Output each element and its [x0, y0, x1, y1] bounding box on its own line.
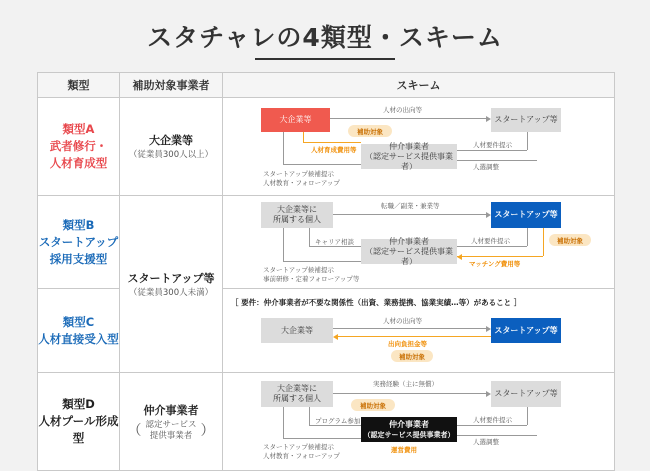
scheme-d-cost-label: 運営費用 [391, 446, 417, 454]
header-operator: 補助対象事業者 [120, 73, 223, 98]
title-underline [255, 58, 395, 60]
scheme-b-arrowhead-top [486, 212, 491, 218]
scheme-b-career-line [309, 246, 361, 247]
operator-d-paren-open: （ [127, 422, 142, 439]
scheme-d-startup-box: スタートアップ等 [491, 381, 561, 407]
scheme-d-arrow-top [333, 393, 486, 394]
operator-a-sub: （従業員300人以上） [128, 150, 214, 160]
operator-bc-sub: （従業員300人未満） [128, 287, 214, 298]
scheme-c-orange-line [338, 336, 491, 337]
scheme-b-broker-sub: （認定サービス提供事業者） [365, 246, 453, 266]
scheme-d-broker-sub: （認定サービス提供事業者） [363, 430, 455, 439]
header-type: 類型 [38, 73, 120, 98]
scheme-d-label-req: 人材要件提示 [473, 416, 512, 424]
scheme-b-career-vertical [309, 228, 310, 246]
scheme-a-broker-box [361, 141, 457, 171]
scheme-c-cell [223, 289, 615, 373]
type-a-desc2: 人材育成型 [49, 156, 108, 170]
type-b-desc2: 採用支援型 [49, 251, 108, 266]
scheme-b-orange-vertical [543, 228, 544, 256]
scheme-d-req-line [457, 425, 527, 426]
scheme-c-arrowhead-top [486, 326, 491, 332]
scheme-d-adj-line [457, 435, 537, 436]
type-b-cell [38, 196, 120, 289]
scheme-c-requirement: ［ 要件：仲介事業者が不要な関係性（出資、業務提携、協業実績…等）があること ］ [231, 298, 522, 307]
operator-bc-cell [120, 196, 223, 373]
scheme-b-broker-box [361, 236, 457, 266]
scheme-c-arrow-top [333, 328, 486, 329]
scheme-b-orange-line [457, 256, 543, 257]
scheme-b [223, 196, 614, 288]
scheme-b-label-bottom1: スタートアップ候補提示 [263, 266, 334, 274]
scheme-c-orange-arrowhead [333, 334, 338, 340]
scheme-a-big-company-box: 大企業等 [261, 108, 330, 132]
scheme-a-orange-line [303, 142, 361, 143]
scheme-d-program-vertical [309, 407, 310, 425]
operator-d-sub-wrap [120, 418, 222, 442]
scheme-a-startup-box: スタートアップ等 [491, 108, 561, 132]
scheme-a-arrowhead-top [486, 116, 491, 122]
type-a-label: 類型A [62, 122, 95, 136]
scheme-a-orange-vertical [303, 132, 304, 142]
scheme-d-req-vertical [527, 407, 528, 425]
scheme-b-cell [223, 196, 615, 289]
scheme-b-label-career: キャリア相談 [315, 238, 354, 246]
scheme-d-left-vertical [283, 407, 284, 438]
type-c-cell [38, 289, 120, 373]
scheme-a-subsidy-pill: 補助対象 [348, 125, 392, 137]
scheme-b-label-req: 人材要件提示 [471, 237, 510, 245]
operator-d-sub1: 認定サービス [145, 419, 197, 430]
scheme-d [223, 373, 614, 470]
scheme-c-startup-box: スタートアップ等 [491, 318, 561, 343]
scheme-a-label-bottom1: スタートアップ候補提示 [263, 170, 334, 178]
scheme-c-big-company-box: 大企業等 [261, 318, 333, 343]
scheme-b-individual-line2: 所属する個人 [273, 215, 321, 224]
scheme-d-arrowhead-top [486, 391, 491, 397]
scheme-b-subsidy-pill: 補助対象 [549, 234, 591, 246]
type-c-label: 類型C [62, 314, 95, 329]
type-a-cell [38, 98, 120, 196]
scheme-d-broker-box [361, 417, 457, 442]
scheme-table [37, 72, 615, 471]
scheme-a-cell [223, 98, 615, 196]
operator-d-cell [120, 373, 223, 471]
operator-a: 大企業等 [149, 134, 193, 147]
scheme-a-label-req: 人材要件提示 [473, 141, 512, 149]
scheme-b-individual-box [261, 202, 333, 228]
scheme-d-left-line [283, 438, 361, 439]
operator-d-paren-close: ） [200, 422, 215, 439]
scheme-d-individual-line2: 所属する個人 [273, 394, 321, 403]
scheme-a-broker-name: 仲介事業者 [389, 141, 429, 151]
scheme-b-req-line [457, 246, 527, 247]
scheme-c [223, 289, 614, 372]
scheme-d-program-line [309, 425, 361, 426]
scheme-a-label-adj: 人選調整 [473, 163, 499, 171]
type-d-label: 類型D [62, 397, 95, 411]
scheme-b-cost-label: マッチング費用等 [469, 260, 521, 268]
scheme-a-arrow-top [330, 118, 486, 119]
scheme-a-broker-sub: （認定サービス提供事業者） [365, 151, 453, 171]
scheme-d-label-top: 実務経験（主に無償） [373, 380, 438, 388]
scheme-d-individual-box [261, 381, 333, 407]
header-scheme: スキーム [223, 73, 615, 98]
scheme-c-label-top: 人材の出向等 [383, 317, 422, 325]
scheme-b-left-line [283, 261, 361, 262]
scheme-d-individual-line1: 大企業等に [277, 384, 317, 393]
scheme-b-label-top: 転職／副業・兼業等 [381, 202, 440, 210]
scheme-b-orange-arrowhead [457, 254, 462, 260]
scheme-a-adj-line [457, 160, 537, 161]
scheme-b-arrow-top [333, 214, 486, 215]
operator-a-cell [120, 98, 223, 196]
type-d-cell [38, 373, 120, 471]
type-b-label: 類型B [62, 217, 95, 232]
operator-d: 仲介事業者 [143, 403, 199, 417]
scheme-a-label-bottom2: 人材教育・フォローアップ [263, 179, 340, 187]
scheme-d-label-bottom1: スタートアップ候補提示 [263, 443, 334, 451]
scheme-d-broker-name: 仲介事業者 [389, 419, 429, 429]
scheme-a-label-top: 人材の出向等 [383, 106, 422, 114]
operator-d-sub2: 提供事業者 [149, 430, 193, 441]
scheme-c-cost-label: 出向負担金等 [388, 340, 427, 348]
scheme-a-left-vertical [283, 132, 284, 164]
scheme-a-left-line [283, 164, 361, 165]
scheme-a [223, 98, 614, 195]
scheme-b-left-vertical [283, 228, 284, 261]
scheme-b-startup-box: スタートアップ等 [491, 202, 561, 228]
type-b-desc1: スタートアップ [38, 234, 119, 249]
scheme-a-req-line [457, 150, 527, 151]
scheme-b-req-vertical [527, 228, 528, 246]
scheme-b-broker-name: 仲介事業者 [389, 236, 429, 246]
scheme-d-label-adj: 人選調整 [473, 438, 499, 446]
scheme-a-req-vertical [527, 132, 528, 150]
scheme-d-cell [223, 373, 615, 471]
scheme-b-individual-line1: 大企業等に [277, 205, 317, 214]
page-title: スタチャレの4類型・スキーム [147, 23, 503, 52]
scheme-c-subsidy-pill: 補助対象 [391, 350, 433, 362]
scheme-b-label-bottom2: 事前研修・定着フォローアップ等 [263, 275, 360, 283]
scheme-d-label-bottom2: 人材教育・フォローアップ [263, 452, 340, 460]
type-c-desc1: 人材直接受入型 [38, 331, 119, 346]
type-d-desc1: 人材プール形成型 [38, 414, 119, 445]
scheme-d-subsidy-pill: 補助対象 [351, 399, 395, 411]
scheme-d-label-program: プログラム参加 [315, 417, 361, 425]
operator-bc: スタートアップ等 [127, 271, 215, 285]
scheme-a-cost-label: 人材育成費用等 [311, 146, 357, 154]
type-a-desc1: 武者修行・ [49, 139, 108, 153]
